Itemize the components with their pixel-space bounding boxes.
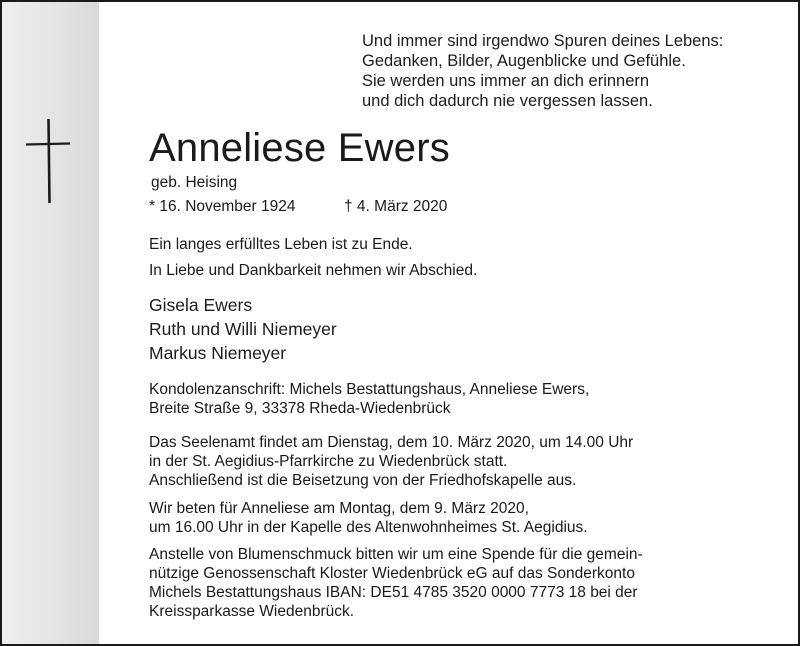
service-line: Das Seelenamt findet am Dienstag, dem 10. März 2020, um 14.00 Uhr [149,434,634,451]
service-info [149,433,633,490]
tribute [149,232,477,284]
prayer-line: Wir beten für Anneliese am Montag, dem 9. März 2020, [149,500,529,517]
mourner-name: Markus Niemeyer [149,343,287,363]
mourners-list [149,293,337,365]
verse-line: Sie werden uns immer an dich erinnern [362,72,650,90]
death-date: † 4. März 2020 [344,198,448,215]
maiden-name: geb. Heising [151,174,238,191]
donation-line: Anstelle von Blumenschmuck bitten wir um eine Spende für die gemein- [149,546,643,563]
sidebar-panel [2,2,99,644]
condolence-line: Kondolenzanschrift: Michels Bestattungshaus, Anneliese Ewers, [149,381,590,398]
donation-line: Kreissparkasse Wiedenbrück. [149,603,355,620]
donation-line: Michels Bestattungshaus IBAN: DE51 4785 3520 0000 7773 18 bei der [149,584,638,601]
donation-line: nützige Genossenschaft Kloster Wiedenbrück eG auf das Sonderkonto [149,565,635,582]
service-line: in der St. Aegidius-Pfarrkirche zu Wiedenbrück statt. [149,453,508,470]
deceased-name: Anneliese Ewers [149,126,450,170]
cross-icon [26,119,70,203]
service-line: Anschließend ist die Beisetzung von der Friedhofskapelle aus. [149,472,577,489]
donation-info [149,545,643,621]
verse-line: Gedanken, Bilder, Augenblicke und Gefühle. [362,52,686,70]
condolence-address [149,380,589,418]
mourner-name: Ruth und Willi Niemeyer [149,319,337,339]
birth-date: * 16. November 1924 [149,198,296,215]
prayer-line: um 16.00 Uhr in der Kapelle des Altenwohnheimes St. Aegidius. [149,519,588,536]
condolence-line: Breite Straße 9, 33378 Rheda-Wiedenbrück [149,400,451,417]
verse-line: und dich dadurch nie vergessen lassen. [362,92,653,110]
tribute-line: In Liebe und Dankbarkeit nehmen wir Abschied. [149,262,478,279]
prayer-info [149,499,588,537]
verse [362,31,723,111]
verse-line: Und immer sind irgendwo Spuren deines Lebens: [362,32,724,50]
tribute-line: Ein langes erfülltes Leben ist zu Ende. [149,236,413,253]
mourner-name: Gisela Ewers [149,295,253,315]
